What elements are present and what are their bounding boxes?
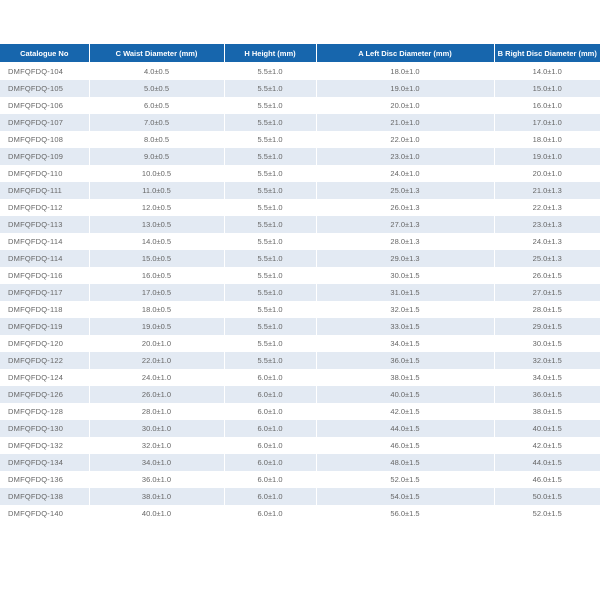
cell-waist-diameter: 10.0±0.5 (89, 165, 224, 182)
cell-catalogue-no: DMFQFDQ-104 (0, 63, 89, 81)
cell-height: 6.0±1.0 (224, 403, 316, 420)
cell-catalogue-no: DMFQFDQ-114 (0, 233, 89, 250)
cell-waist-diameter: 38.0±1.0 (89, 488, 224, 505)
table-row (0, 216, 600, 233)
cell-height: 6.0±1.0 (224, 420, 316, 437)
cell-left-disc-diameter: 36.0±1.5 (316, 352, 494, 369)
cell-right-disc-diameter: 17.0±1.0 (494, 114, 600, 131)
cell-waist-diameter: 5.0±0.5 (89, 80, 224, 97)
cell-height: 6.0±1.0 (224, 505, 316, 522)
cell-left-disc-diameter: 26.0±1.3 (316, 199, 494, 216)
cell-waist-diameter: 40.0±1.0 (89, 505, 224, 522)
cell-catalogue-no: DMFQFDQ-126 (0, 386, 89, 403)
cell-height: 5.5±1.0 (224, 148, 316, 165)
cell-catalogue-no: DMFQFDQ-134 (0, 454, 89, 471)
cell-left-disc-diameter: 24.0±1.0 (316, 165, 494, 182)
cell-waist-diameter: 4.0±0.5 (89, 63, 224, 81)
cell-left-disc-diameter: 33.0±1.5 (316, 318, 494, 335)
cell-catalogue-no: DMFQFDQ-140 (0, 505, 89, 522)
table-row (0, 420, 600, 437)
table-row (0, 335, 600, 352)
cell-waist-diameter: 30.0±1.0 (89, 420, 224, 437)
cell-catalogue-no: DMFQFDQ-117 (0, 284, 89, 301)
cell-height: 5.5±1.0 (224, 267, 316, 284)
cell-catalogue-no: DMFQFDQ-111 (0, 182, 89, 199)
cell-waist-diameter: 15.0±0.5 (89, 250, 224, 267)
cell-waist-diameter: 28.0±1.0 (89, 403, 224, 420)
cell-height: 5.5±1.0 (224, 352, 316, 369)
cell-height: 6.0±1.0 (224, 454, 316, 471)
table-row (0, 131, 600, 148)
cell-right-disc-diameter: 21.0±1.3 (494, 182, 600, 199)
cell-right-disc-diameter: 29.0±1.5 (494, 318, 600, 335)
table-row (0, 284, 600, 301)
cell-waist-diameter: 24.0±1.0 (89, 369, 224, 386)
cell-height: 5.5±1.0 (224, 199, 316, 216)
cell-right-disc-diameter: 36.0±1.5 (494, 386, 600, 403)
cell-left-disc-diameter: 25.0±1.3 (316, 182, 494, 199)
table-row (0, 165, 600, 182)
cell-catalogue-no: DMFQFDQ-128 (0, 403, 89, 420)
table-row (0, 63, 600, 81)
cell-right-disc-diameter: 32.0±1.5 (494, 352, 600, 369)
cell-catalogue-no: DMFQFDQ-106 (0, 97, 89, 114)
cell-left-disc-diameter: 30.0±1.5 (316, 267, 494, 284)
cell-waist-diameter: 11.0±0.5 (89, 182, 224, 199)
cell-height: 5.5±1.0 (224, 165, 316, 182)
cell-left-disc-diameter: 22.0±1.0 (316, 131, 494, 148)
cell-height: 5.5±1.0 (224, 301, 316, 318)
cell-height: 6.0±1.0 (224, 471, 316, 488)
cell-height: 5.5±1.0 (224, 80, 316, 97)
cell-waist-diameter: 34.0±1.0 (89, 454, 224, 471)
cell-left-disc-diameter: 31.0±1.5 (316, 284, 494, 301)
cell-right-disc-diameter: 22.0±1.3 (494, 199, 600, 216)
cell-right-disc-diameter: 27.0±1.5 (494, 284, 600, 301)
table-row (0, 352, 600, 369)
cell-left-disc-diameter: 29.0±1.3 (316, 250, 494, 267)
cell-height: 5.5±1.0 (224, 131, 316, 148)
table-row (0, 369, 600, 386)
cell-waist-diameter: 7.0±0.5 (89, 114, 224, 131)
table-row (0, 233, 600, 250)
cell-waist-diameter: 6.0±0.5 (89, 97, 224, 114)
table-row (0, 505, 600, 522)
cell-left-disc-diameter: 20.0±1.0 (316, 97, 494, 114)
table-row (0, 471, 600, 488)
cell-right-disc-diameter: 15.0±1.0 (494, 80, 600, 97)
cell-left-disc-diameter: 44.0±1.5 (316, 420, 494, 437)
cell-right-disc-diameter: 20.0±1.0 (494, 165, 600, 182)
column-header-left-disc-diameter: A Left Disc Diameter (mm) (316, 44, 494, 63)
table-row (0, 386, 600, 403)
column-header-height: H Height (mm) (224, 44, 316, 63)
cell-left-disc-diameter: 23.0±1.0 (316, 148, 494, 165)
cell-catalogue-no: DMFQFDQ-110 (0, 165, 89, 182)
header-row (0, 44, 600, 63)
cell-catalogue-no: DMFQFDQ-124 (0, 369, 89, 386)
cell-right-disc-diameter: 25.0±1.3 (494, 250, 600, 267)
spec-table (0, 44, 600, 522)
cell-height: 5.5±1.0 (224, 63, 316, 81)
cell-catalogue-no: DMFQFDQ-130 (0, 420, 89, 437)
table-row (0, 454, 600, 471)
cell-right-disc-diameter: 40.0±1.5 (494, 420, 600, 437)
cell-left-disc-diameter: 28.0±1.3 (316, 233, 494, 250)
cell-height: 5.5±1.0 (224, 318, 316, 335)
cell-left-disc-diameter: 46.0±1.5 (316, 437, 494, 454)
cell-catalogue-no: DMFQFDQ-118 (0, 301, 89, 318)
table-row (0, 97, 600, 114)
cell-catalogue-no: DMFQFDQ-122 (0, 352, 89, 369)
cell-right-disc-diameter: 23.0±1.3 (494, 216, 600, 233)
cell-waist-diameter: 18.0±0.5 (89, 301, 224, 318)
cell-left-disc-diameter: 40.0±1.5 (316, 386, 494, 403)
table-row (0, 403, 600, 420)
cell-height: 5.5±1.0 (224, 97, 316, 114)
cell-height: 5.5±1.0 (224, 250, 316, 267)
table-row (0, 267, 600, 284)
cell-waist-diameter: 20.0±1.0 (89, 335, 224, 352)
cell-height: 5.5±1.0 (224, 182, 316, 199)
column-header-catalogue-no: Catalogue No (0, 44, 89, 63)
cell-waist-diameter: 16.0±0.5 (89, 267, 224, 284)
table-header (0, 44, 600, 63)
cell-right-disc-diameter: 18.0±1.0 (494, 131, 600, 148)
cell-waist-diameter: 32.0±1.0 (89, 437, 224, 454)
cell-right-disc-diameter: 30.0±1.5 (494, 335, 600, 352)
cell-height: 5.5±1.0 (224, 233, 316, 250)
cell-waist-diameter: 19.0±0.5 (89, 318, 224, 335)
cell-left-disc-diameter: 52.0±1.5 (316, 471, 494, 488)
table-row (0, 301, 600, 318)
cell-right-disc-diameter: 24.0±1.3 (494, 233, 600, 250)
cell-right-disc-diameter: 34.0±1.5 (494, 369, 600, 386)
cell-left-disc-diameter: 54.0±1.5 (316, 488, 494, 505)
cell-catalogue-no: DMFQFDQ-138 (0, 488, 89, 505)
cell-right-disc-diameter: 28.0±1.5 (494, 301, 600, 318)
table-row (0, 80, 600, 97)
cell-height: 6.0±1.0 (224, 437, 316, 454)
cell-catalogue-no: DMFQFDQ-112 (0, 199, 89, 216)
table-row (0, 318, 600, 335)
cell-right-disc-diameter: 19.0±1.0 (494, 148, 600, 165)
cell-height: 5.5±1.0 (224, 335, 316, 352)
cell-catalogue-no: DMFQFDQ-136 (0, 471, 89, 488)
column-header-waist-diameter: C Waist Diameter (mm) (89, 44, 224, 63)
cell-waist-diameter: 22.0±1.0 (89, 352, 224, 369)
cell-right-disc-diameter: 52.0±1.5 (494, 505, 600, 522)
cell-catalogue-no: DMFQFDQ-119 (0, 318, 89, 335)
cell-left-disc-diameter: 21.0±1.0 (316, 114, 494, 131)
cell-catalogue-no: DMFQFDQ-113 (0, 216, 89, 233)
cell-left-disc-diameter: 34.0±1.5 (316, 335, 494, 352)
cell-left-disc-diameter: 48.0±1.5 (316, 454, 494, 471)
cell-left-disc-diameter: 19.0±1.0 (316, 80, 494, 97)
cell-right-disc-diameter: 46.0±1.5 (494, 471, 600, 488)
cell-right-disc-diameter: 44.0±1.5 (494, 454, 600, 471)
cell-right-disc-diameter: 42.0±1.5 (494, 437, 600, 454)
cell-catalogue-no: DMFQFDQ-108 (0, 131, 89, 148)
cell-catalogue-no: DMFQFDQ-116 (0, 267, 89, 284)
cell-right-disc-diameter: 38.0±1.5 (494, 403, 600, 420)
cell-waist-diameter: 8.0±0.5 (89, 131, 224, 148)
cell-waist-diameter: 14.0±0.5 (89, 233, 224, 250)
table-row (0, 182, 600, 199)
cell-left-disc-diameter: 38.0±1.5 (316, 369, 494, 386)
table-row (0, 148, 600, 165)
cell-catalogue-no: DMFQFDQ-114 (0, 250, 89, 267)
cell-waist-diameter: 9.0±0.5 (89, 148, 224, 165)
cell-waist-diameter: 36.0±1.0 (89, 471, 224, 488)
cell-waist-diameter: 26.0±1.0 (89, 386, 224, 403)
cell-catalogue-no: DMFQFDQ-105 (0, 80, 89, 97)
cell-height: 6.0±1.0 (224, 369, 316, 386)
cell-left-disc-diameter: 27.0±1.3 (316, 216, 494, 233)
table-body (0, 63, 600, 523)
cell-catalogue-no: DMFQFDQ-107 (0, 114, 89, 131)
cell-left-disc-diameter: 18.0±1.0 (316, 63, 494, 81)
cell-catalogue-no: DMFQFDQ-109 (0, 148, 89, 165)
cell-waist-diameter: 12.0±0.5 (89, 199, 224, 216)
cell-height: 5.5±1.0 (224, 284, 316, 301)
table-row (0, 488, 600, 505)
cell-height: 6.0±1.0 (224, 386, 316, 403)
spec-table-container (0, 44, 600, 522)
table-row (0, 199, 600, 216)
cell-catalogue-no: DMFQFDQ-120 (0, 335, 89, 352)
cell-height: 5.5±1.0 (224, 114, 316, 131)
table-row (0, 114, 600, 131)
cell-right-disc-diameter: 26.0±1.5 (494, 267, 600, 284)
cell-right-disc-diameter: 50.0±1.5 (494, 488, 600, 505)
column-header-right-disc-diameter: B Right Disc Diameter (mm) (494, 44, 600, 63)
cell-catalogue-no: DMFQFDQ-132 (0, 437, 89, 454)
cell-left-disc-diameter: 56.0±1.5 (316, 505, 494, 522)
cell-height: 6.0±1.0 (224, 488, 316, 505)
cell-right-disc-diameter: 16.0±1.0 (494, 97, 600, 114)
cell-height: 5.5±1.0 (224, 216, 316, 233)
cell-left-disc-diameter: 32.0±1.5 (316, 301, 494, 318)
table-row (0, 250, 600, 267)
cell-left-disc-diameter: 42.0±1.5 (316, 403, 494, 420)
cell-right-disc-diameter: 14.0±1.0 (494, 63, 600, 81)
cell-waist-diameter: 13.0±0.5 (89, 216, 224, 233)
cell-waist-diameter: 17.0±0.5 (89, 284, 224, 301)
table-row (0, 437, 600, 454)
